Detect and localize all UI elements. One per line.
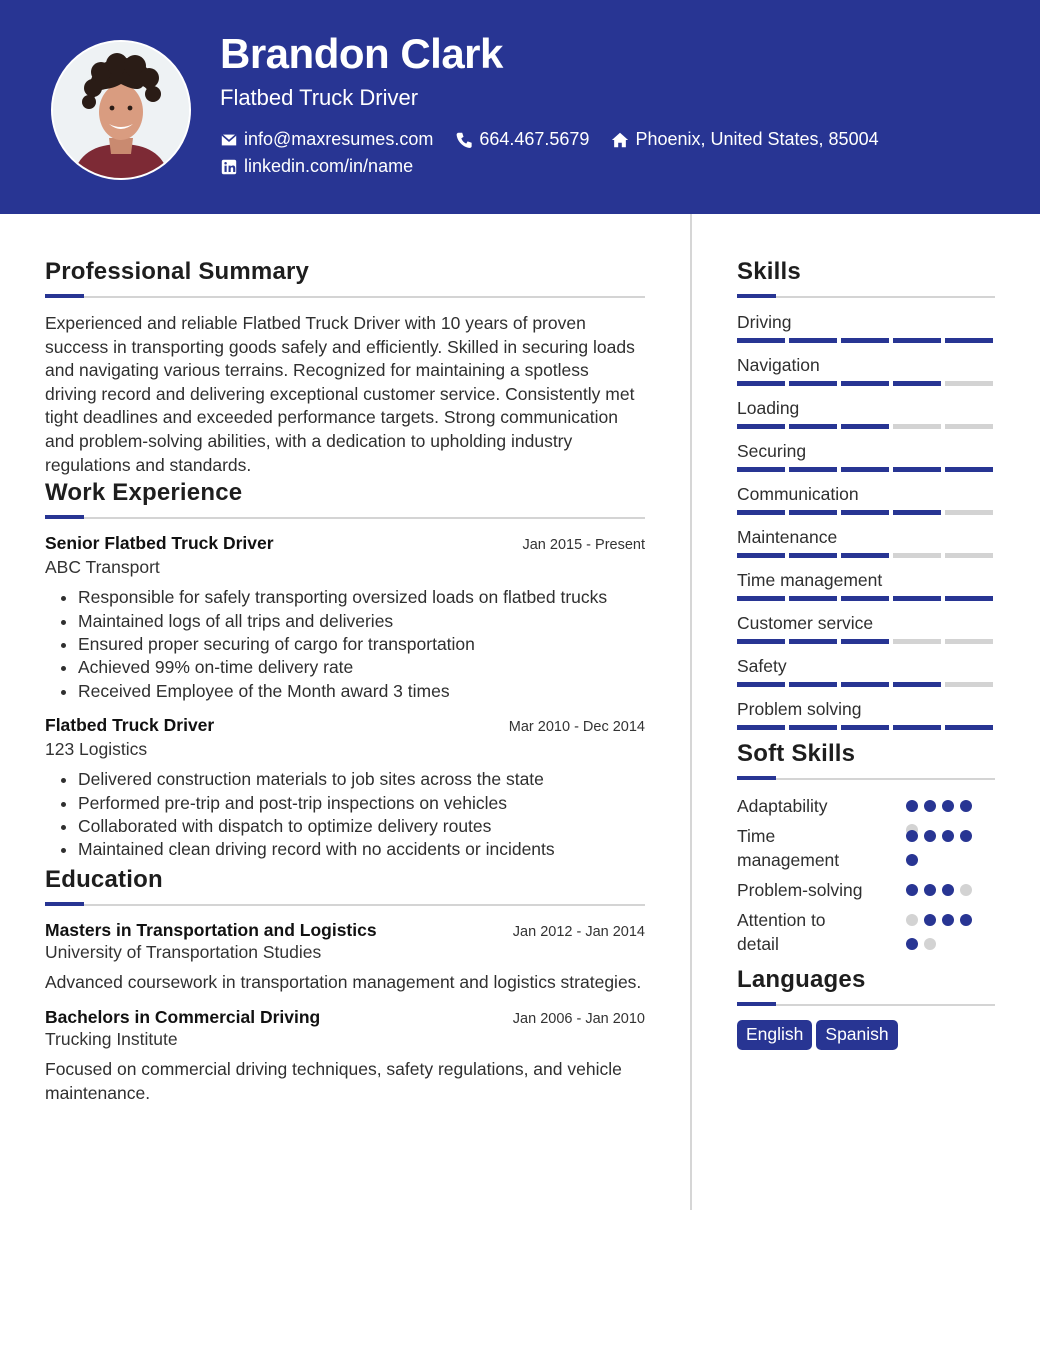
degree-title: Masters in Transportation and Logistics — [45, 919, 377, 940]
bullet-item: • Collaborated with dispatch to optimize delivery routes — [78, 815, 645, 838]
bullet-item: • Responsible for safely transporting oversized loads on flatbed trucks — [78, 586, 645, 609]
languages-list — [737, 1020, 995, 1050]
bullet-item: • Received Employee of the Month award 3 times — [78, 680, 645, 703]
job-date: Jan 2015 - Present — [522, 537, 645, 554]
skill-bar-filled — [737, 424, 785, 429]
education-date: Jan 2012 - Jan 2014 — [512, 923, 645, 940]
skills-list — [737, 312, 995, 740]
skill-bar-filled — [737, 553, 785, 558]
skill-name: Securing — [737, 441, 807, 461]
candidate-title: Flatbed Truck Driver — [220, 85, 419, 110]
skill-name: Customer service — [737, 613, 874, 633]
skill-item — [737, 527, 995, 570]
bullet-item: • Ensured proper securing of cargo for transportation — [78, 633, 645, 656]
skill-bar-filled — [945, 596, 993, 601]
skill-bar-filled — [789, 553, 837, 558]
skills-heading: Skills — [737, 258, 801, 285]
rating-dot-filled — [960, 914, 972, 926]
skill-bar-filled — [789, 467, 837, 472]
skill-bar-filled — [945, 725, 993, 730]
skill-item — [737, 613, 995, 656]
skill-bar-filled — [789, 682, 837, 687]
skill-bar-filled — [737, 338, 785, 343]
education-entry — [45, 920, 645, 994]
side-column — [737, 258, 995, 1050]
rating-dot-filled — [906, 800, 918, 812]
contact-row-2 — [220, 156, 435, 177]
skill-name: Communication — [737, 484, 859, 504]
skill-bar-filled — [945, 338, 993, 343]
job-company: ABC Transport — [45, 557, 160, 578]
skill-bar-empty — [945, 381, 993, 386]
location-text: Phoenix, United States, 85004 — [635, 129, 879, 149]
email-text: info@maxresumes.com — [244, 129, 434, 149]
skill-bar-filled — [789, 381, 837, 386]
soft-skill-item — [737, 908, 995, 962]
job-title: Senior Flatbed Truck Driver — [45, 533, 274, 554]
contact-linkedin[interactable] — [220, 156, 413, 177]
rating-dot-filled — [906, 854, 918, 866]
education-desc: Focused on commercial driving techniques, safety regulations, and vehicle maintenance. — [45, 1058, 622, 1103]
skill-bar-filled — [737, 682, 785, 687]
skill-bar-filled — [737, 510, 785, 515]
skill-bar-filled — [841, 510, 889, 515]
skill-name: Time management — [737, 570, 883, 590]
skill-bar-empty — [945, 639, 993, 644]
skill-bar-filled — [841, 467, 889, 472]
skill-bar-empty — [945, 510, 993, 515]
skill-bar-filled — [737, 381, 785, 386]
soft-skill-item — [737, 794, 995, 824]
rating-dot-empty — [960, 884, 972, 896]
soft-skills-heading: Soft Skills — [737, 740, 856, 767]
skill-name: Maintenance — [737, 527, 838, 547]
skill-bar-filled — [893, 510, 941, 515]
soft-skill-name: Attention to detail — [737, 910, 826, 954]
skill-bar-filled — [789, 510, 837, 515]
skill-bar-filled — [841, 381, 889, 386]
skill-bar-empty — [945, 553, 993, 558]
skill-bar-filled — [841, 553, 889, 558]
summary-text: Experienced and reliable Flatbed Truck Driver with 10 years of proven success in transporting goods safely and efficiently. Skilled in securing loads and navigating various terrains. Recognized for maintaining a spotless driving record and delivering exceptional customer service. Consistently met tight deadlines and exceeded performance targets. Strong communication and problem-solving abilities, with a dedication to upholding industry regulations and standards. — [45, 313, 635, 475]
rating-dot-filled — [906, 830, 918, 842]
main-column — [45, 258, 645, 1118]
job-bullets — [45, 586, 645, 703]
skill-bar-filled — [737, 639, 785, 644]
summary-heading: Professional Summary — [45, 258, 310, 285]
soft-skill-rating — [906, 830, 981, 878]
section-rule — [45, 902, 645, 906]
skill-item — [737, 312, 995, 355]
phone-icon — [455, 131, 473, 149]
skill-level-bar — [737, 553, 993, 558]
skill-name: Driving — [737, 312, 792, 332]
skill-item — [737, 441, 995, 484]
skill-bar-empty — [945, 682, 993, 687]
soft-skill-name: Problem-solving — [737, 880, 863, 900]
skill-bar-filled — [737, 596, 785, 601]
school-name: Trucking Institute — [45, 1028, 178, 1049]
job-bullets — [45, 768, 645, 862]
skill-name: Safety — [737, 656, 787, 676]
skill-bar-filled — [893, 338, 941, 343]
linkedin-text: linkedin.com/in/name — [244, 156, 414, 176]
skill-item — [737, 699, 995, 740]
skill-bar-filled — [789, 639, 837, 644]
degree-title: Bachelors in Commercial Driving — [45, 1006, 321, 1027]
skill-bar-filled — [841, 725, 889, 730]
skill-level-bar — [737, 467, 993, 472]
skill-name: Loading — [737, 398, 800, 418]
skill-item — [737, 398, 995, 441]
skill-level-bar — [737, 725, 993, 730]
skill-bar-filled — [789, 725, 837, 730]
phone-text: 664.467.5679 — [479, 129, 590, 149]
rating-dot-filled — [942, 914, 954, 926]
job-date: Mar 2010 - Dec 2014 — [508, 719, 645, 736]
section-rule — [45, 294, 645, 298]
resume-header — [0, 0, 1040, 214]
skill-bar-filled — [789, 338, 837, 343]
soft-skill-name: Time management — [737, 826, 840, 870]
soft-skill-item — [737, 824, 995, 878]
candidate-name: Brandon Clark — [220, 30, 503, 77]
skill-item — [737, 355, 995, 398]
soft-skill-name: Adaptability — [737, 796, 828, 816]
bullet-item: • Performed pre-trip and post-trip inspections on vehicles — [78, 792, 645, 815]
contact-phone[interactable] — [455, 129, 589, 150]
job-entry — [45, 533, 645, 703]
bullet-item: • Maintained clean driving record with no accidents or incidents — [78, 838, 645, 861]
skill-level-bar — [737, 338, 993, 343]
section-rule — [45, 515, 645, 519]
skill-item — [737, 656, 995, 699]
skill-level-bar — [737, 596, 993, 601]
rating-dot-filled — [942, 830, 954, 842]
experience-heading: Work Experience — [45, 479, 243, 507]
skill-level-bar — [737, 682, 993, 687]
bullet-item: • Achieved 99% on-time delivery rate — [78, 656, 645, 679]
soft-skill-item — [737, 878, 995, 908]
education-date: Jan 2006 - Jan 2010 — [512, 1010, 645, 1027]
skill-bar-empty — [893, 424, 941, 429]
soft-skills-list — [737, 794, 995, 962]
skill-bar-empty — [945, 424, 993, 429]
home-icon — [611, 131, 629, 149]
education-heading: Education — [45, 865, 163, 893]
skill-bar-filled — [945, 467, 993, 472]
envelope-icon — [220, 131, 238, 149]
soft-skill-rating — [906, 884, 981, 908]
job-title: Flatbed Truck Driver — [45, 715, 215, 736]
section-rule — [737, 776, 995, 780]
job-entry — [45, 715, 645, 862]
skill-bar-filled — [893, 467, 941, 472]
skill-bar-filled — [841, 424, 889, 429]
section-rule — [737, 294, 995, 298]
skill-level-bar — [737, 510, 993, 515]
rating-dot-empty — [924, 938, 936, 950]
school-name: University of Transportation Studies — [45, 941, 322, 962]
skill-bar-filled — [737, 725, 785, 730]
bullet-item: • Delivered construction materials to job sites across the state — [78, 768, 645, 791]
job-company: 123 Logistics — [45, 739, 148, 760]
skill-bar-empty — [893, 639, 941, 644]
skill-bar-filled — [841, 639, 889, 644]
skill-bar-filled — [893, 596, 941, 601]
bullet-item: • Maintained logs of all trips and deliveries — [78, 610, 645, 633]
rating-dot-filled — [960, 800, 972, 812]
profile-photo — [53, 42, 189, 178]
skill-bar-filled — [893, 725, 941, 730]
language-badge: Spanish — [816, 1020, 897, 1050]
skill-bar-filled — [789, 596, 837, 601]
skill-bar-filled — [789, 424, 837, 429]
rating-dot-filled — [924, 914, 936, 926]
skill-item — [737, 570, 995, 613]
rating-dot-filled — [924, 800, 936, 812]
skill-bar-empty — [893, 553, 941, 558]
skill-level-bar — [737, 424, 993, 429]
rating-dot-filled — [906, 938, 918, 950]
soft-skill-rating — [906, 914, 981, 962]
rating-dot-filled — [942, 884, 954, 896]
rating-dot-empty — [906, 914, 918, 926]
linkedin-icon — [220, 158, 238, 176]
education-entry — [45, 1007, 645, 1105]
skill-bar-filled — [893, 381, 941, 386]
contact-location — [611, 129, 878, 150]
education-desc: Advanced coursework in transportation management and logistics strategies. — [45, 971, 642, 992]
rating-dot-filled — [924, 884, 936, 896]
language-badge: English — [737, 1020, 812, 1050]
avatar — [51, 40, 191, 180]
skill-name: Problem solving — [737, 699, 862, 719]
skill-bar-filled — [841, 682, 889, 687]
contact-email[interactable] — [220, 129, 433, 150]
skill-bar-filled — [737, 467, 785, 472]
rating-dot-filled — [906, 884, 918, 896]
languages-heading: Languages — [737, 966, 866, 993]
rating-dot-filled — [942, 800, 954, 812]
skill-name: Navigation — [737, 355, 820, 375]
skill-level-bar — [737, 381, 993, 386]
section-rule — [737, 1002, 995, 1006]
skill-bar-filled — [841, 338, 889, 343]
column-divider — [690, 214, 692, 1210]
rating-dot-filled — [960, 830, 972, 842]
skill-bar-filled — [841, 596, 889, 601]
skill-item — [737, 484, 995, 527]
contact-row — [220, 129, 901, 150]
skill-bar-filled — [893, 682, 941, 687]
rating-dot-filled — [924, 830, 936, 842]
skill-level-bar — [737, 639, 993, 644]
